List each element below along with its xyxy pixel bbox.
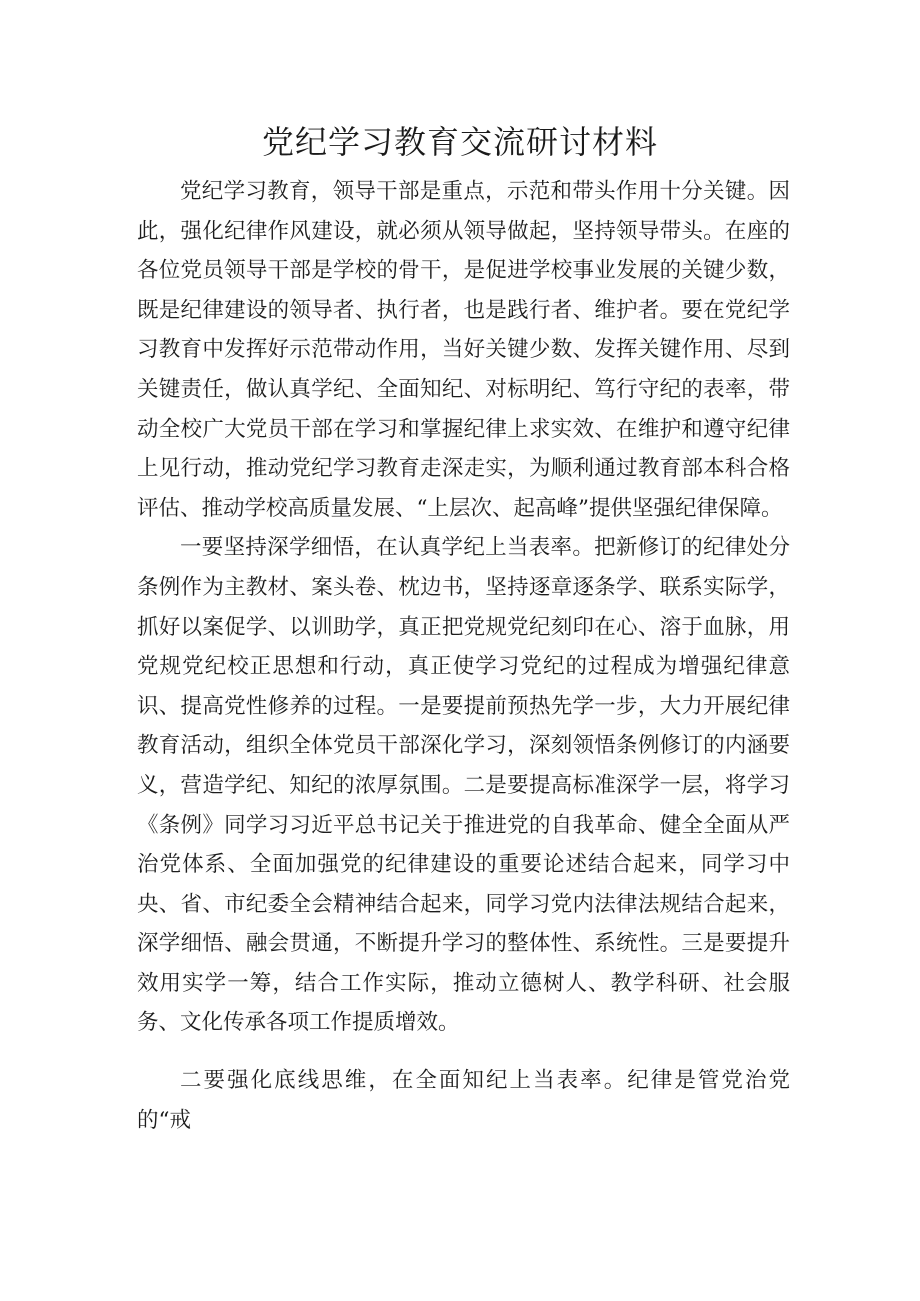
paragraph-3: 二要强化底线思维，在全面知纪上当表率。纪律是管党治党的“戒 <box>137 1068 790 1133</box>
paragraph-1: 党纪学习教育，领导干部是重点，示范和带头作用十分关键。因此，强化纪律作风建设，就必须从领导做起，坚持领导带头。在座的各位党员领导干部是学校的骨干，是促进学校事业发展的关键少数，既是纪律建设的领导者、执行者，也是践行者、维护者。要在党纪学习教育中发挥好示范带动作用，当好关键少数、发挥关键作用、尽到关键责任，做认真学纪、全面知纪、对标明纪、笃行守纪的表率，带动全校广大党员干部在学习和掌握纪律上求实效、在维护和遵守纪律上见行动，推动党纪学习教育走深走实，为顺利通过教育部本科合格评估、推动学校高质量发展、“上层次、起高峰”提供坚强纪律保障。 <box>137 179 790 521</box>
paragraph-2: 一要坚持深学细悟，在认真学纪上当表率。把新修订的纪律处分条例作为主教材、案头卷、枕边书，坚持逐章逐条学、联系实际学，抓好以案促学、以训助学，真正把党规党纪刻印在心、溶于血脉，用党规党纪校正思想和行动，真正使学习党纪的过程成为增强纪律意识、提高党性修养的过程。一是要提前预热先学一步，大力开展纪律教育活动，组织全体党员干部深化学习，深刻领悟条例修订的内涵要义，营造学纪、知纪的浓厚氛围。二是要提高标准深学一层，将学习《条例》同学习习近平总书记关于推进党的自我革命、健全全面从严治党体系、全面加强党的纪律建设的重要论述结合起来，同学习中央、省、市纪委全会精神结合起来，同学习党内法律法规结合起来，深学细悟、融会贯通，不断提升学习的整体性、系统性。三是要提升效用实学一筹，结合工作实际，推动立德树人、教学科研、社会服务、文化传承各项工作提质增效。 <box>137 535 790 1036</box>
document-body <box>137 172 790 1140</box>
document-title: 党纪学习教育交流研讨材料 <box>261 123 658 161</box>
